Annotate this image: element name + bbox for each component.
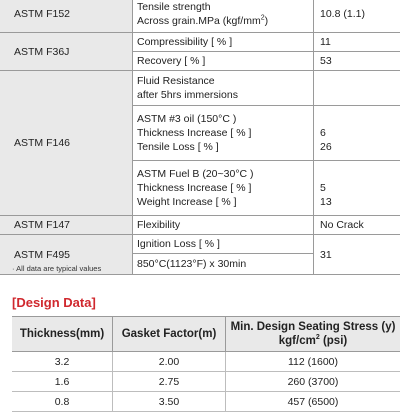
table-cell: 2.00 xyxy=(113,352,226,372)
header-text: kgf/cm xyxy=(279,335,316,347)
table-cell: 3.2 xyxy=(12,352,113,372)
section-heading: [Design Data] xyxy=(12,295,96,310)
design-data-table xyxy=(12,316,400,412)
value-line: 13 xyxy=(320,195,400,209)
table-row xyxy=(12,352,400,372)
table-row xyxy=(12,392,400,412)
table-cell: 0.8 xyxy=(12,392,113,412)
column-header: Thickness(mm) xyxy=(12,317,113,352)
table-row xyxy=(12,372,400,392)
property-line: Thickness Increase [ % ] xyxy=(137,181,309,195)
value-cell xyxy=(314,161,400,216)
table-cell: 2.75 xyxy=(113,372,226,392)
table-row xyxy=(0,216,400,235)
footnote: · All data are typical values xyxy=(12,264,101,273)
header-line xyxy=(228,334,398,348)
property-line: Tensile Loss [ % ] xyxy=(137,140,309,154)
standard-cell: ASTM F147 xyxy=(0,216,133,235)
value-line: 26 xyxy=(320,140,400,154)
value-cell xyxy=(314,106,400,161)
table-row xyxy=(0,0,400,33)
property-line: Fluid Resistance xyxy=(137,74,309,88)
property-line: ASTM #3 oil (150°C ) xyxy=(137,112,309,126)
value-cell: 31 xyxy=(314,235,400,275)
standard-cell: ASTM F495 xyxy=(0,235,133,275)
property-cell: Recovery [ % ] xyxy=(133,52,314,71)
value-cell: 10.8 (1.1) xyxy=(314,0,400,33)
table-row xyxy=(0,235,400,254)
standard-cell: ASTM F36J xyxy=(0,33,133,71)
property-text: ) xyxy=(265,15,269,27)
property-text: Across grain.MPa (kgf/mm xyxy=(137,15,261,27)
property-line xyxy=(137,14,309,28)
column-header: Gasket Factor(m) xyxy=(113,317,226,352)
value-line: 6 xyxy=(320,126,400,140)
value-line: 5 xyxy=(320,181,400,195)
property-cell xyxy=(133,0,314,33)
property-line: after 5hrs immersions xyxy=(137,88,309,102)
property-cell xyxy=(133,161,314,216)
table-cell: 457 (6500) xyxy=(226,392,400,412)
value-cell xyxy=(314,71,400,106)
property-cell: 850°C(1123°F) x 30min xyxy=(133,254,314,275)
property-line: ASTM Fuel B (20~30°C ) xyxy=(137,167,309,181)
property-cell xyxy=(133,71,314,106)
superscript: 2 xyxy=(261,14,265,21)
table-cell: 3.50 xyxy=(113,392,226,412)
standard-cell: ASTM F146 xyxy=(0,71,133,216)
property-line: Tensile strength xyxy=(137,0,309,14)
header-text: (psi) xyxy=(320,335,347,347)
superscript: 2 xyxy=(316,334,320,341)
table-cell: 1.6 xyxy=(12,372,113,392)
property-line: Weight Increase [ % ] xyxy=(137,195,309,209)
table-header-row xyxy=(12,317,400,352)
value-cell: No Crack xyxy=(314,216,400,235)
table-row xyxy=(0,33,400,52)
column-header xyxy=(226,317,400,352)
table-row xyxy=(0,71,400,106)
property-cell: Compressibility [ % ] xyxy=(133,33,314,52)
value-cell: 53 xyxy=(314,52,400,71)
property-cell xyxy=(133,106,314,161)
standard-cell: ASTM F152 xyxy=(0,0,133,33)
property-cell: Flexibility xyxy=(133,216,314,235)
property-cell: Ignition Loss [ % ] xyxy=(133,235,314,254)
value-cell: 11 xyxy=(314,33,400,52)
table-cell: 260 (3700) xyxy=(226,372,400,392)
property-line: Thickness Increase [ % ] xyxy=(137,126,309,140)
header-line: Min. Design Seating Stress (y) xyxy=(228,320,398,334)
table-cell: 112 (1600) xyxy=(226,352,400,372)
